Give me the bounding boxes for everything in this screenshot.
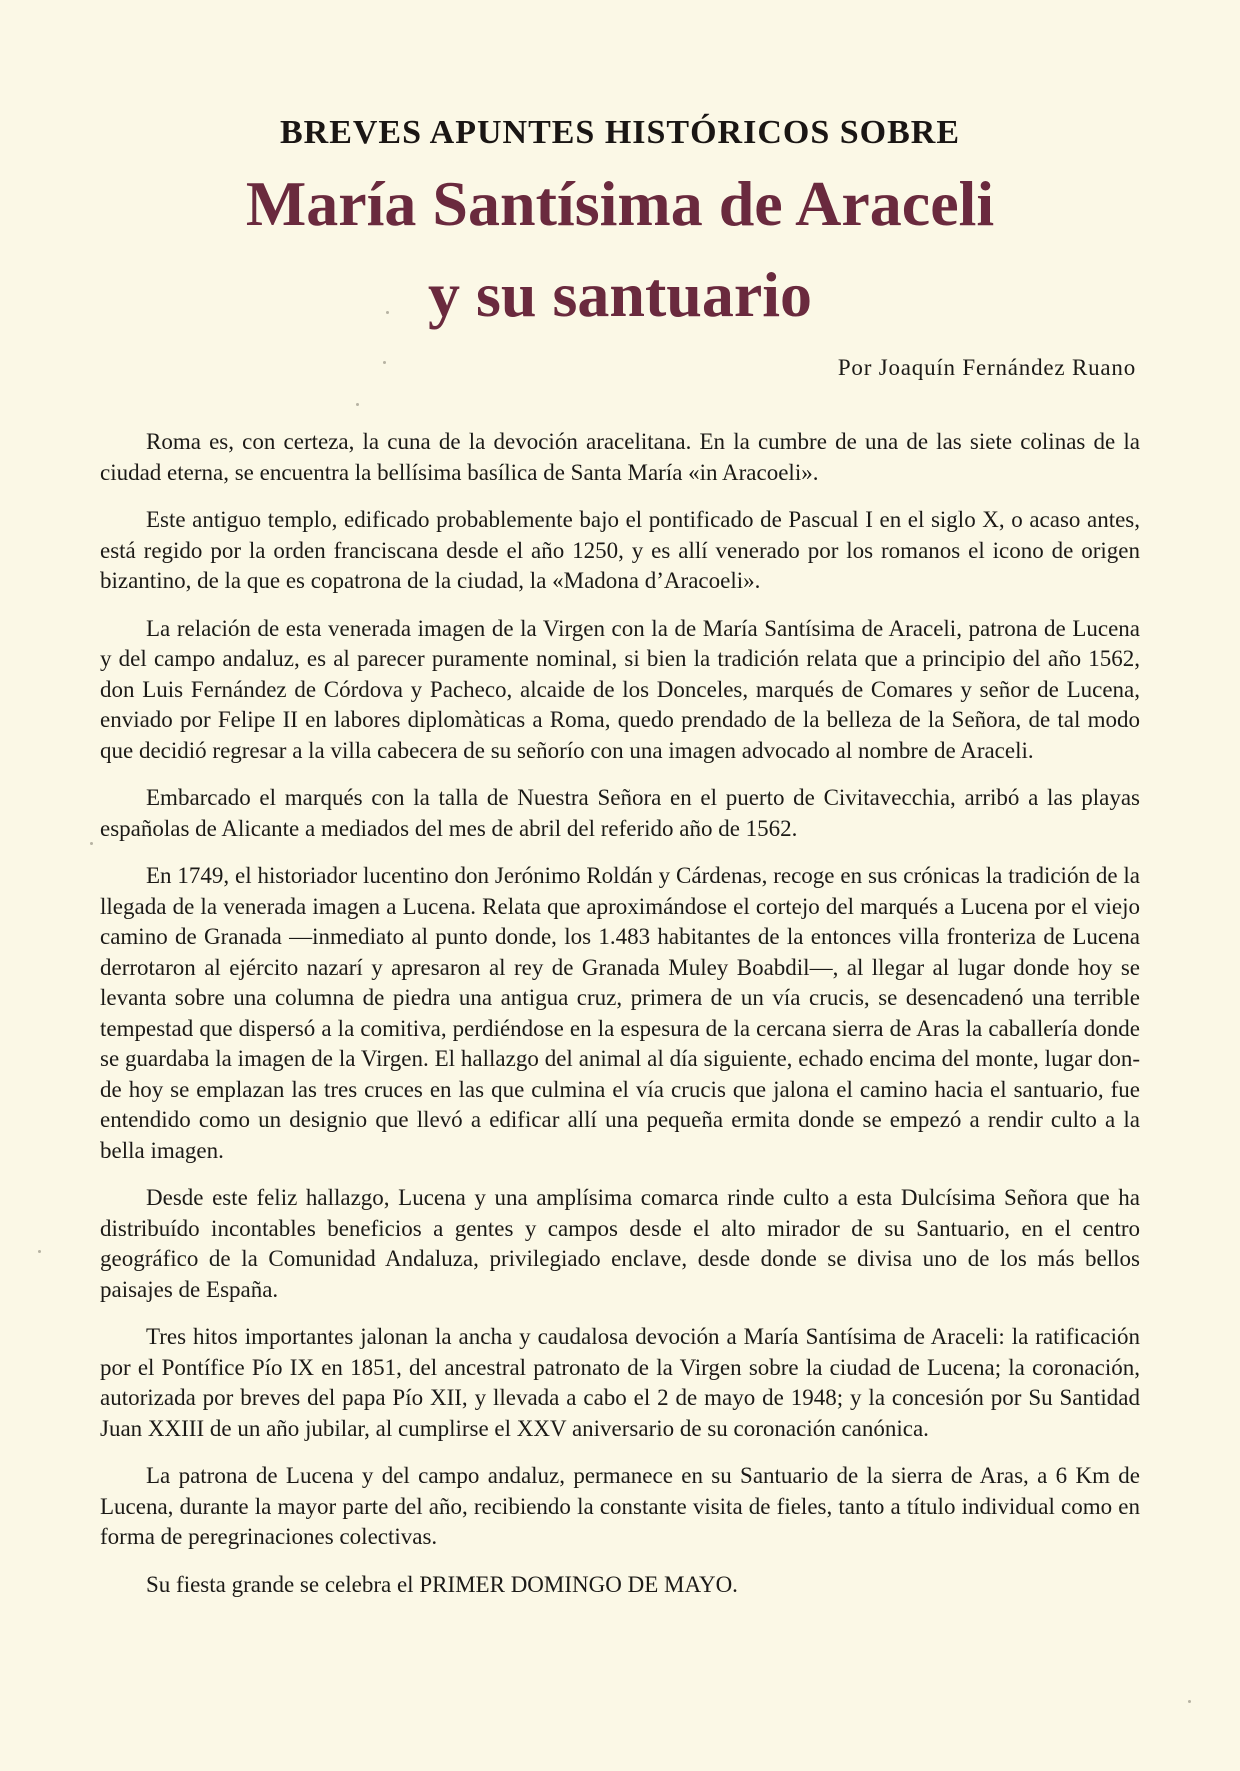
paragraph: Este antiguo templo, edificado probablemente bajo el pontificado de Pascual I en el siglo X, o acaso antes, está regido por la orden franciscana desde el año 1250, y es allí venerado por los romanos el icono de origen bizantino, de la que es copatrona de la ciudad, la «Madona d’Aracoeli».: [100, 507, 1140, 593]
paragraph: Tres hitos importantes jalonan la ancha y caudalosa devoción a María Santísima de Araceli: la ratificación por el Pontífice Pío IX en 1851, del ancestral patronato de la Virgen sobre la ciudad de Lucena; la coronación, autorizada por breves del papa Pío XII, y llevada a cabo el 2 de mayo de 1948; y la concesión por Su Santidad Juan XXIII de un año jubilar, al cumplirse el XXV aniversario de su coronación canónica.: [100, 1324, 1140, 1441]
author-byline: Por Joaquín Fernández Ruano: [837, 355, 1136, 380]
paper-speck: [383, 361, 386, 364]
paragraph: Roma es, con certeza, la cuna de la devoción aracelitana. En la cumbre de una de las siete colinas de la ciudad eterna, se encuentra la bellísima basílica de Santa María «in Aracoeli».: [100, 429, 1140, 485]
article-body: [100, 427, 1140, 1617]
kicker-heading: BREVES APUNTES HISTÓRICOS SOBRE: [279, 114, 961, 151]
paragraph: Desde este feliz hallazgo, Lucena y una amplísima comarca rinde culto a esta Dulcísima Señora que ha distribuído incontables beneficios a gentes y campos desde el alto mirador de su Santuario, en el centro geográfico de la Comunidad Andaluza, privilegiado enclave, desde donde se divisa uno de los más bellos paisajes de España.: [100, 1185, 1140, 1302]
paragraph: En 1749, el historiador lucentino don Jerónimo Roldán y Cárdenas, recoge en sus crónicas la tradición de la llegada de la venerada imagen a Lucena. Relata que aproximándose el cortejo del marqués a Lucena por el viejo camino de Granada —inmediato al punto donde, los 1.483 habitantes de la entonces villa fronteriza de Lucena derrotaron al ejército nazarí y apresaron al rey de Granada Muley Boabdil—, al llegar al lugar donde hoy se levanta sobre una columna de piedra una antigua cruz, primera de un vía crucis, se desencadenó una terrible tempestad que dispersó a la comitiva, perdiéndose en la espesura de la cercana sierra de Aras la caballería donde se guardaba la imagen de la Virgen. El hallazgo del animal al día siguiente, echado encima del monte, lugar donde hoy se emplazan las tres cruces en las que culmina el vía crucis que jalona el camino hacia el santuario, fue entendido como un designio que llevó a edificar allí una pequeña ermita donde se empezó a rendir culto a la bella imagen.: [100, 863, 1140, 1163]
paper-speck: [90, 842, 93, 845]
paragraph: La relación de esta venerada imagen de la Virgen con la de María Santísima de Araceli, patrona de Lucena y del campo andaluz, es al parecer puramente nominal, si bien la tradición relata que a principio del año 1562, don Luis Fernández de Córdova y Pacheco, alcaide de los Donceles, marqués de Comares y señor de Lucena, enviado por Felipe II en labores diplomàticas a Roma, quedo prendado de la belleza de la Señora, de tal modo que decidió regresar a la villa cabecera de su señorío con una imagen advocado al nombre de Araceli.: [100, 615, 1140, 763]
paragraph: Embarcado el marqués con la talla de Nuestra Señora en el puerto de Civitavecchia, arribó a las playas españolas de Alicante a mediados del mes de abril del referido año de 1562.: [100, 785, 1140, 841]
paper-speck: [386, 311, 389, 314]
paper-speck: [356, 403, 359, 406]
paper-speck: [1188, 1700, 1191, 1703]
page-title-line-2: y su santuario: [427, 259, 813, 330]
paragraph: Su fiesta grande se celebra el PRIMER DOMINGO DE MAYO.: [146, 1571, 738, 1597]
paper-speck: [38, 1250, 41, 1253]
page-title-line-1: María Santísima de Araceli: [245, 168, 995, 239]
paragraph: La patrona de Lucena y del campo andaluz, permanece en su Santuario de la sierra de Aras, a 6 Km de Lucena, durante la mayor parte del año, recibiendo la constante visita de fieles, tanto a título individual como en forma de peregrinaciones colectivas.: [100, 1463, 1140, 1549]
